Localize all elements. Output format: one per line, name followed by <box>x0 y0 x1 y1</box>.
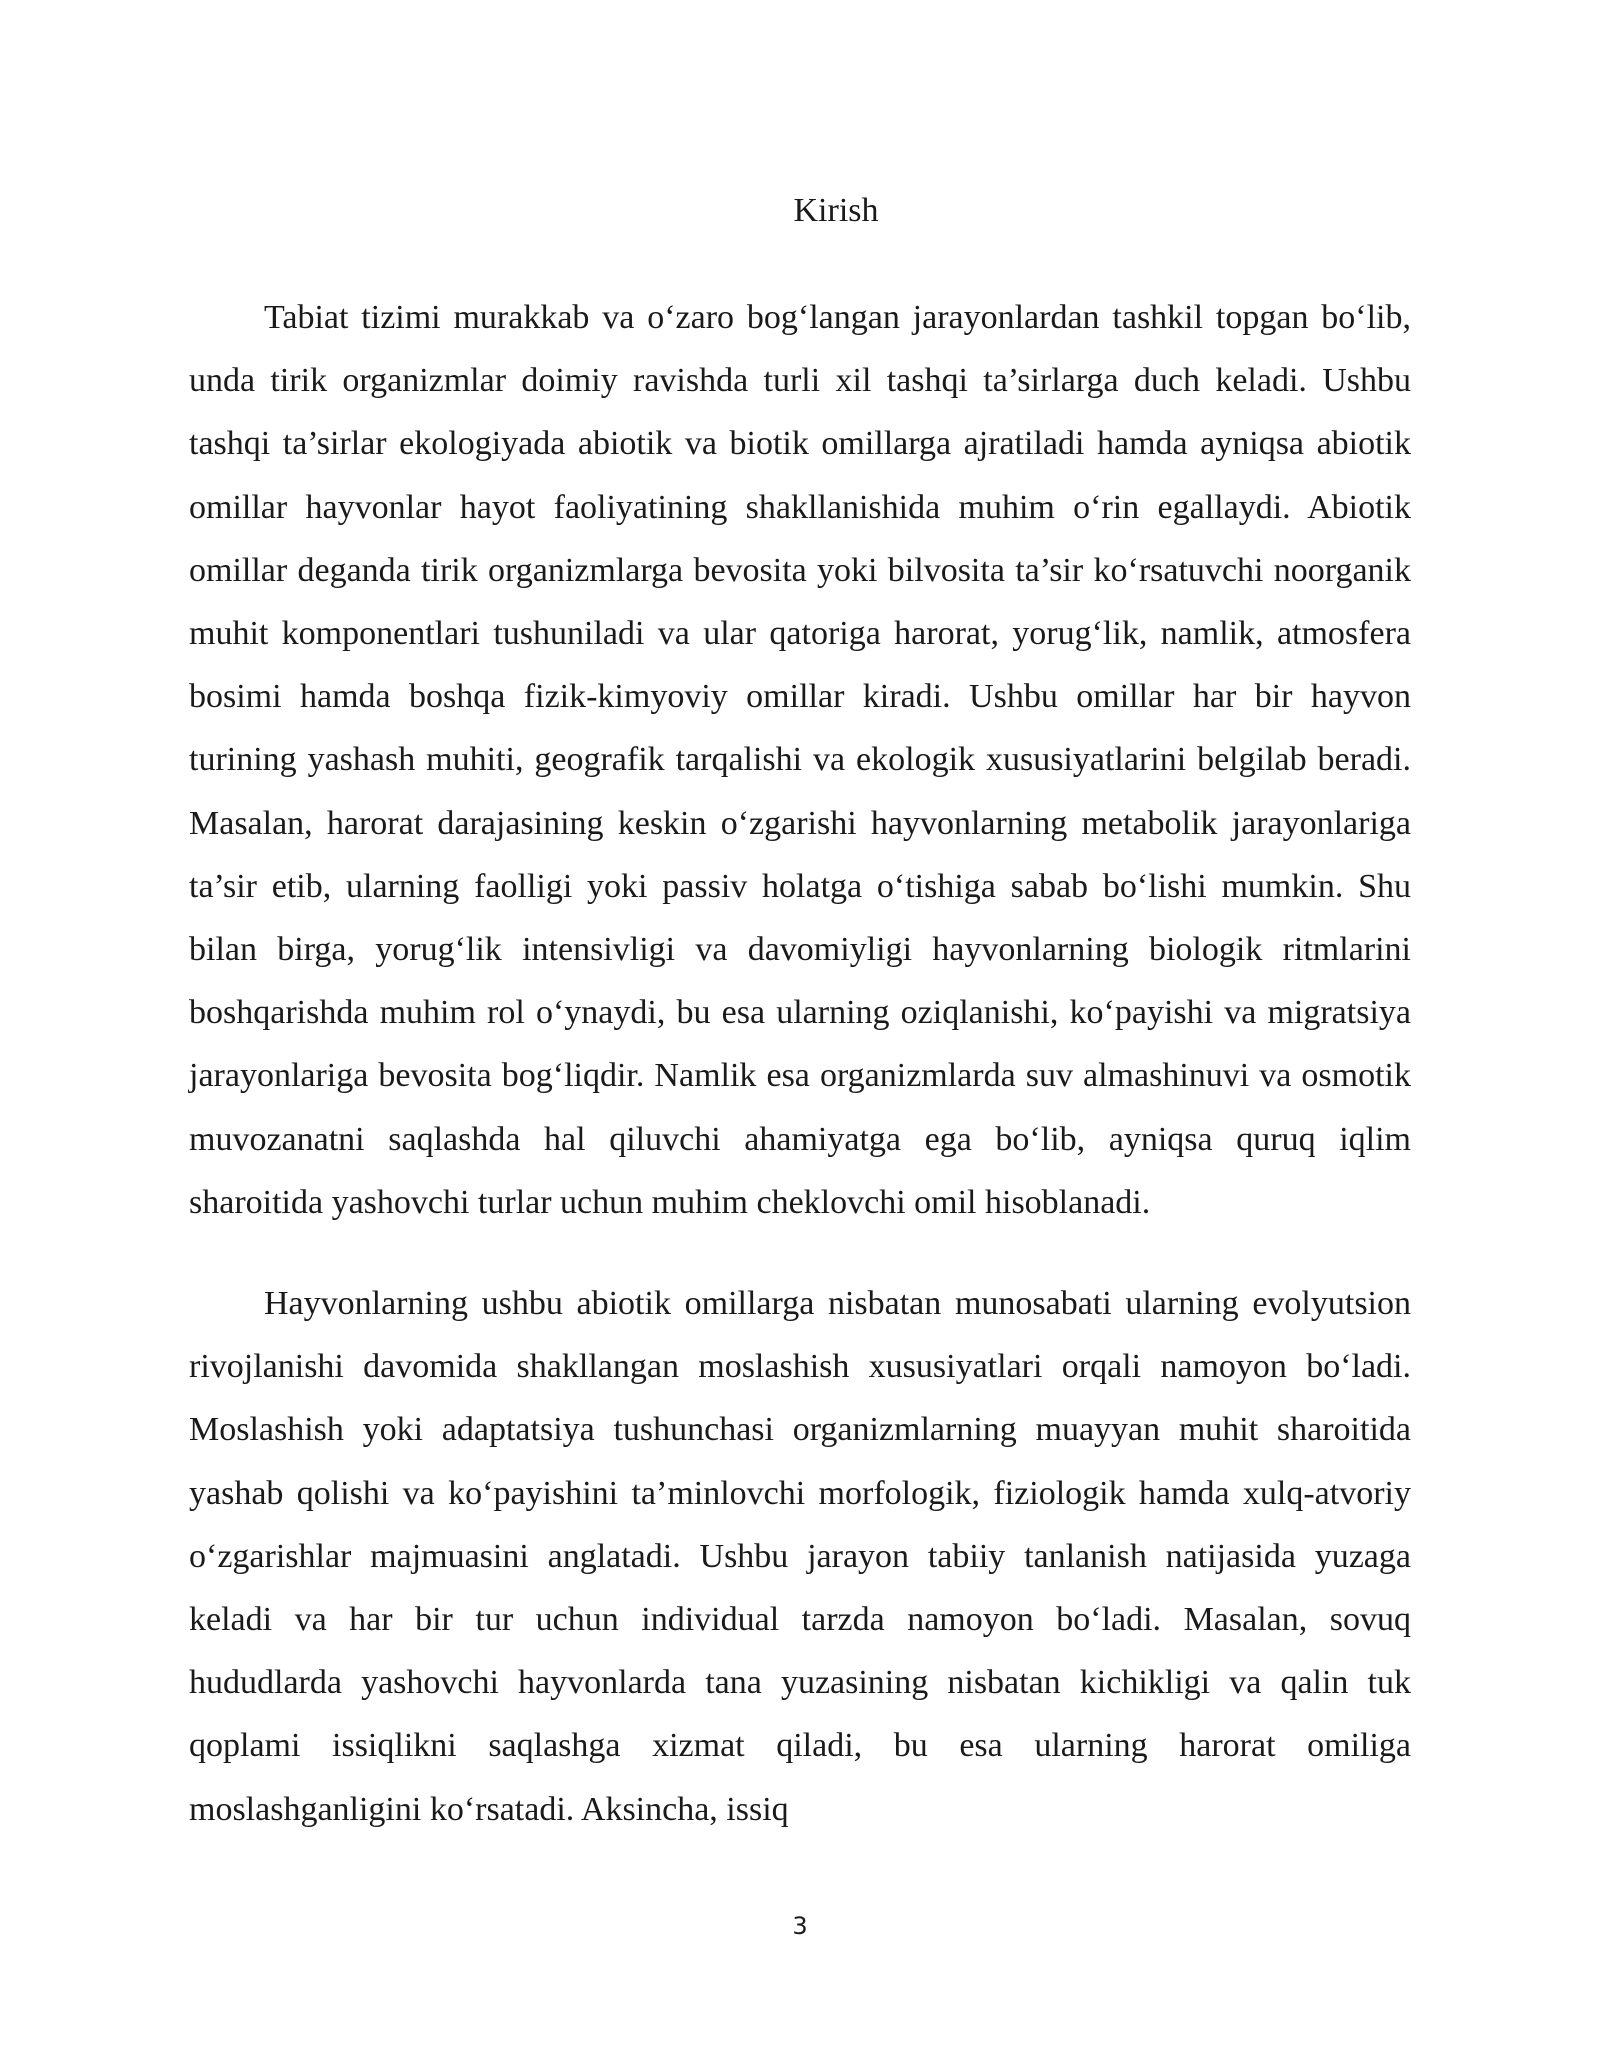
paragraph-1: Tabiat tizimi murakkab va o‘zaro bog‘langan jarayonlardan tashkil topgan bo‘lib, unda tirik organizmlar doimiy ravishda turli xil tashqi ta’sirlarga duch keladi. Ushbu tashqi ta’sirlar ekologiyada abiotik va biotik omillarga ajratiladi hamda ayniqsa abiotik omillar hayvonlar hayot faoliyatining shakllanishida muhim o‘rin egallaydi. Abiotik omillar deganda tirik organizmlarga bevosita yoki bilvosita ta’sir ko‘rsatuvchi noorganik muhit komponentlari tushuniladi va ular qatoriga harorat, yorug‘lik, namlik, atmosfera bosimi hamda boshqa fizik-kimyoviy omillar kiradi. Ushbu omillar har bir hayvon turining yashash muhiti, geografik tarqalishi va ekologik xususiyatlarini belgilab beradi. Masalan, harorat darajasining keskin o‘zgarishi hayvonlarning metabolik jarayonlariga ta’sir etib, ularning faolligi yoki passiv holatga o‘tishiga sabab bo‘lishi mumkin. Shu bilan birga, yorug‘lik intensivligi va davomiyligi hayvonlarning biologik ritmlarini boshqarishda muhim rol o‘ynaydi, bu esa ularning oziqlanishi, ko‘payishi va migratsiya jarayonlariga bevosita bog‘liqdir. Namlik esa organizmlarda suv almashinuvi va osmotik muvozanatni saqlashda hal qiluvchi ahamiyatga ega bo‘lib, ayniqsa quruq iqlim sharoitida yashovchi turlar uchun muhim cheklovchi omil hisoblanadi. <box>189 299 1411 1221</box>
section-title: Kirish <box>793 192 879 229</box>
page-number: 3 <box>792 1912 808 1940</box>
body-text <box>189 286 1411 1841</box>
paragraph-2: Hayvonlarning ushbu abiotik omillarga nisbatan munosabati ularning evolyutsion rivojlanishi davomida shakllangan moslashish xususiyatlari orqali namoyon bo‘ladi. Moslashish yoki adaptatsiya tushunchasi organizmlarning muayyan muhit sharoitida yashab qolishi va ko‘payishini ta’minlovchi morfologik, fiziologik hamda xulq-atvoriy o‘zgarishlar majmuasini anglatadi. Ushbu jarayon tabiiy tanlanish natijasida yuzaga keladi va har bir tur uchun individual tarzda namoyon bo‘ladi. Masalan, sovuq hududlarda yashovchi hayvonlarda tana yuzasining nisbatan kichikligi va qalin tuk qoplami issiqlikni saqlashga xizmat qiladi, bu esa ularning harorat omiliga moslashganligini ko‘rsatadi. Aksincha, issiq <box>189 1285 1411 1828</box>
